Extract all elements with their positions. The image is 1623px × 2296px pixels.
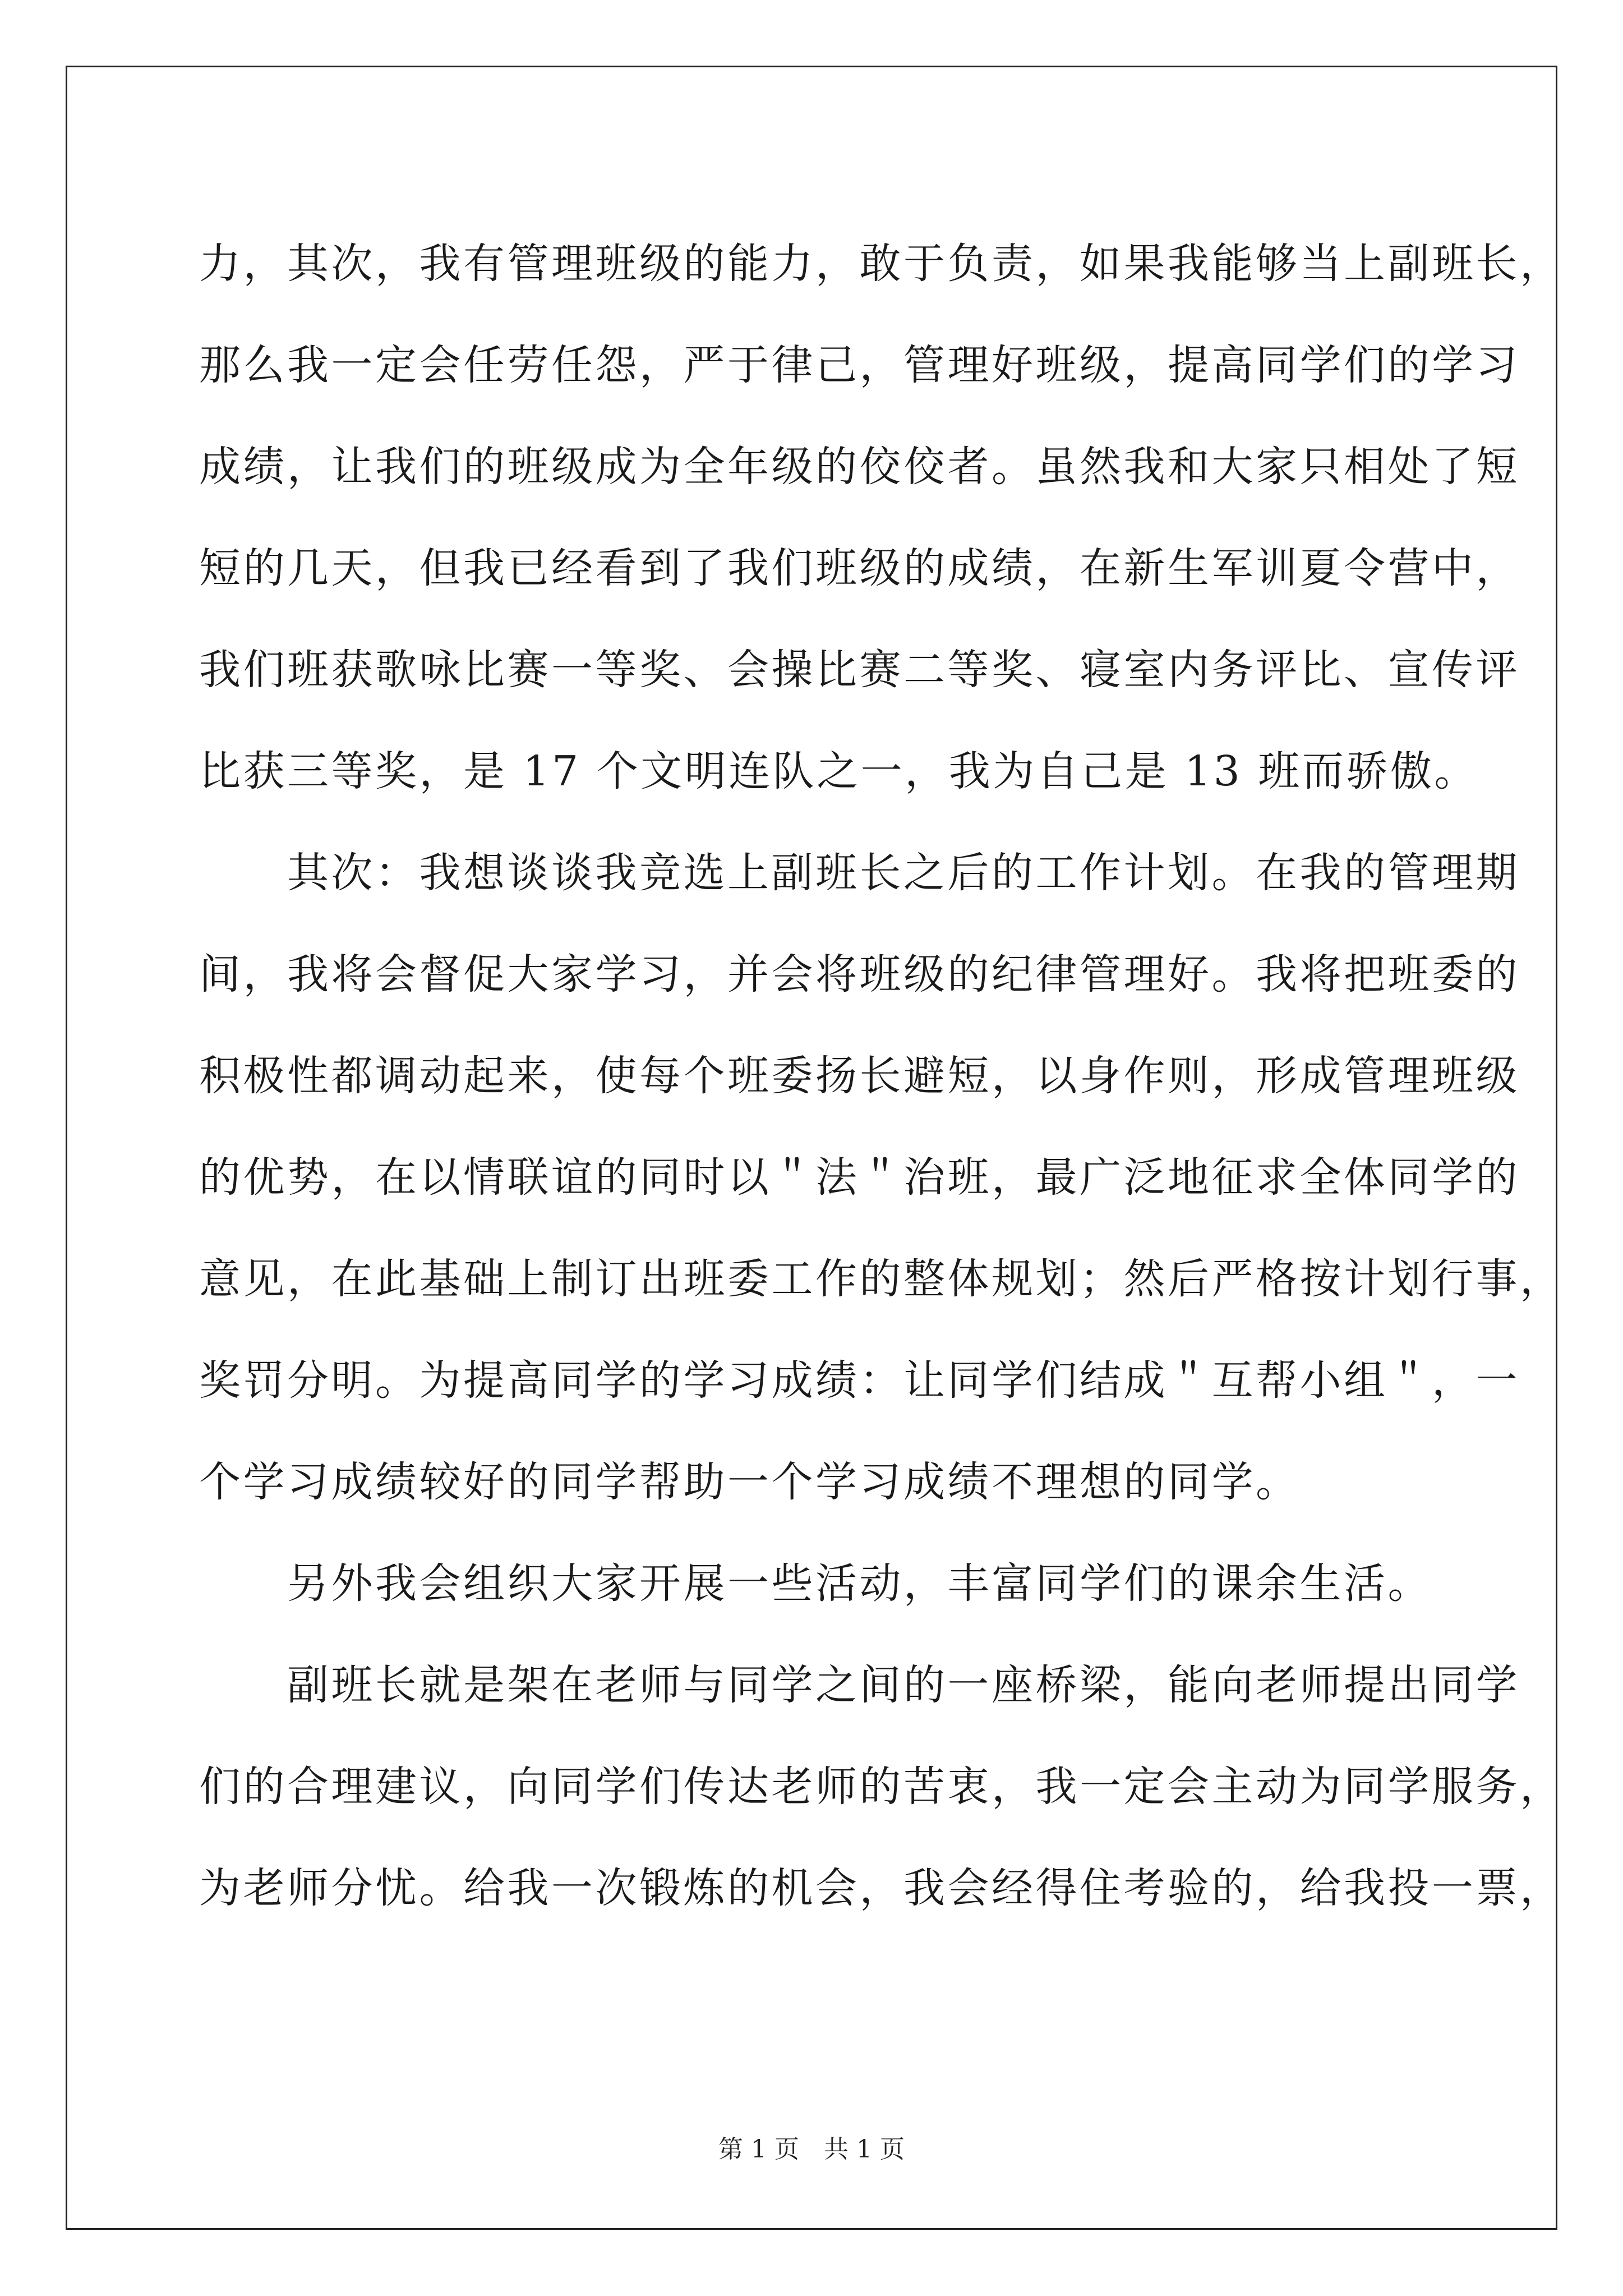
text-line: 的优势，在以情联谊的同时以＂法＂治班，最广泛地征求全体同学的 — [199, 1153, 1520, 1202]
text-line: 力，其次，我有管理班级的能力，敢于负责，如果我能够当上副班长， — [199, 240, 1564, 288]
text-line: 短的几天，但我已经看到了我们班级的成绩，在新生军训夏令营中， — [199, 544, 1520, 592]
text-line: 副班长就是架在老师与同学之间的一座桥梁，能向老师提出同学 — [199, 1661, 1520, 1709]
text-line: 那么我一定会任劳任怨，严于律己，管理好班级，提高同学们的学习 — [199, 341, 1520, 389]
text-line: 比获三等奖，是 17 个文明连队之一，我为自己是 13 班而骄傲。 — [199, 747, 1478, 795]
text-line: 奖罚分明。为提高同学的学习成绩：让同学们结成＂互帮小组＂，一 — [199, 1356, 1520, 1405]
text-line: 个学习成绩较好的同学帮助一个学习成绩不理想的同学。 — [199, 1458, 1300, 1506]
text-line: 我们班获歌咏比赛一等奖、会操比赛二等奖、寝室内务评比、宣传评 — [199, 646, 1520, 694]
document-body — [199, 213, 1564, 1939]
text-line: 们的合理建议，向同学们传达老师的苦衷，我一定会主动为同学服务， — [199, 1763, 1564, 1811]
text-line: 间，我将会督促大家学习，并会将班级的纪律管理好。我将把班委的 — [199, 950, 1520, 999]
text-line: 为老师分忧。给我一次锻炼的机会，我会经得住考验的，给我投一票， — [199, 1864, 1564, 1912]
text-line: 意见，在此基础上制订出班委工作的整体规划；然后严格按计划行事， — [199, 1255, 1564, 1303]
text-line: 另外我会组织大家开展一些活动，丰富同学们的课余生活。 — [199, 1559, 1432, 1608]
text-line: 成绩，让我们的班级成为全年级的佼佼者。虽然我和大家只相处了短 — [199, 443, 1520, 491]
text-line: 其次：我想谈谈我竞选上副班长之后的工作计划。在我的管理期 — [199, 849, 1520, 897]
text-line: 积极性都调动起来，使每个班委扬长避短，以身作则，形成管理班级 — [199, 1052, 1520, 1100]
page-footer: 第 1 页 共 1 页 — [718, 2135, 905, 2164]
